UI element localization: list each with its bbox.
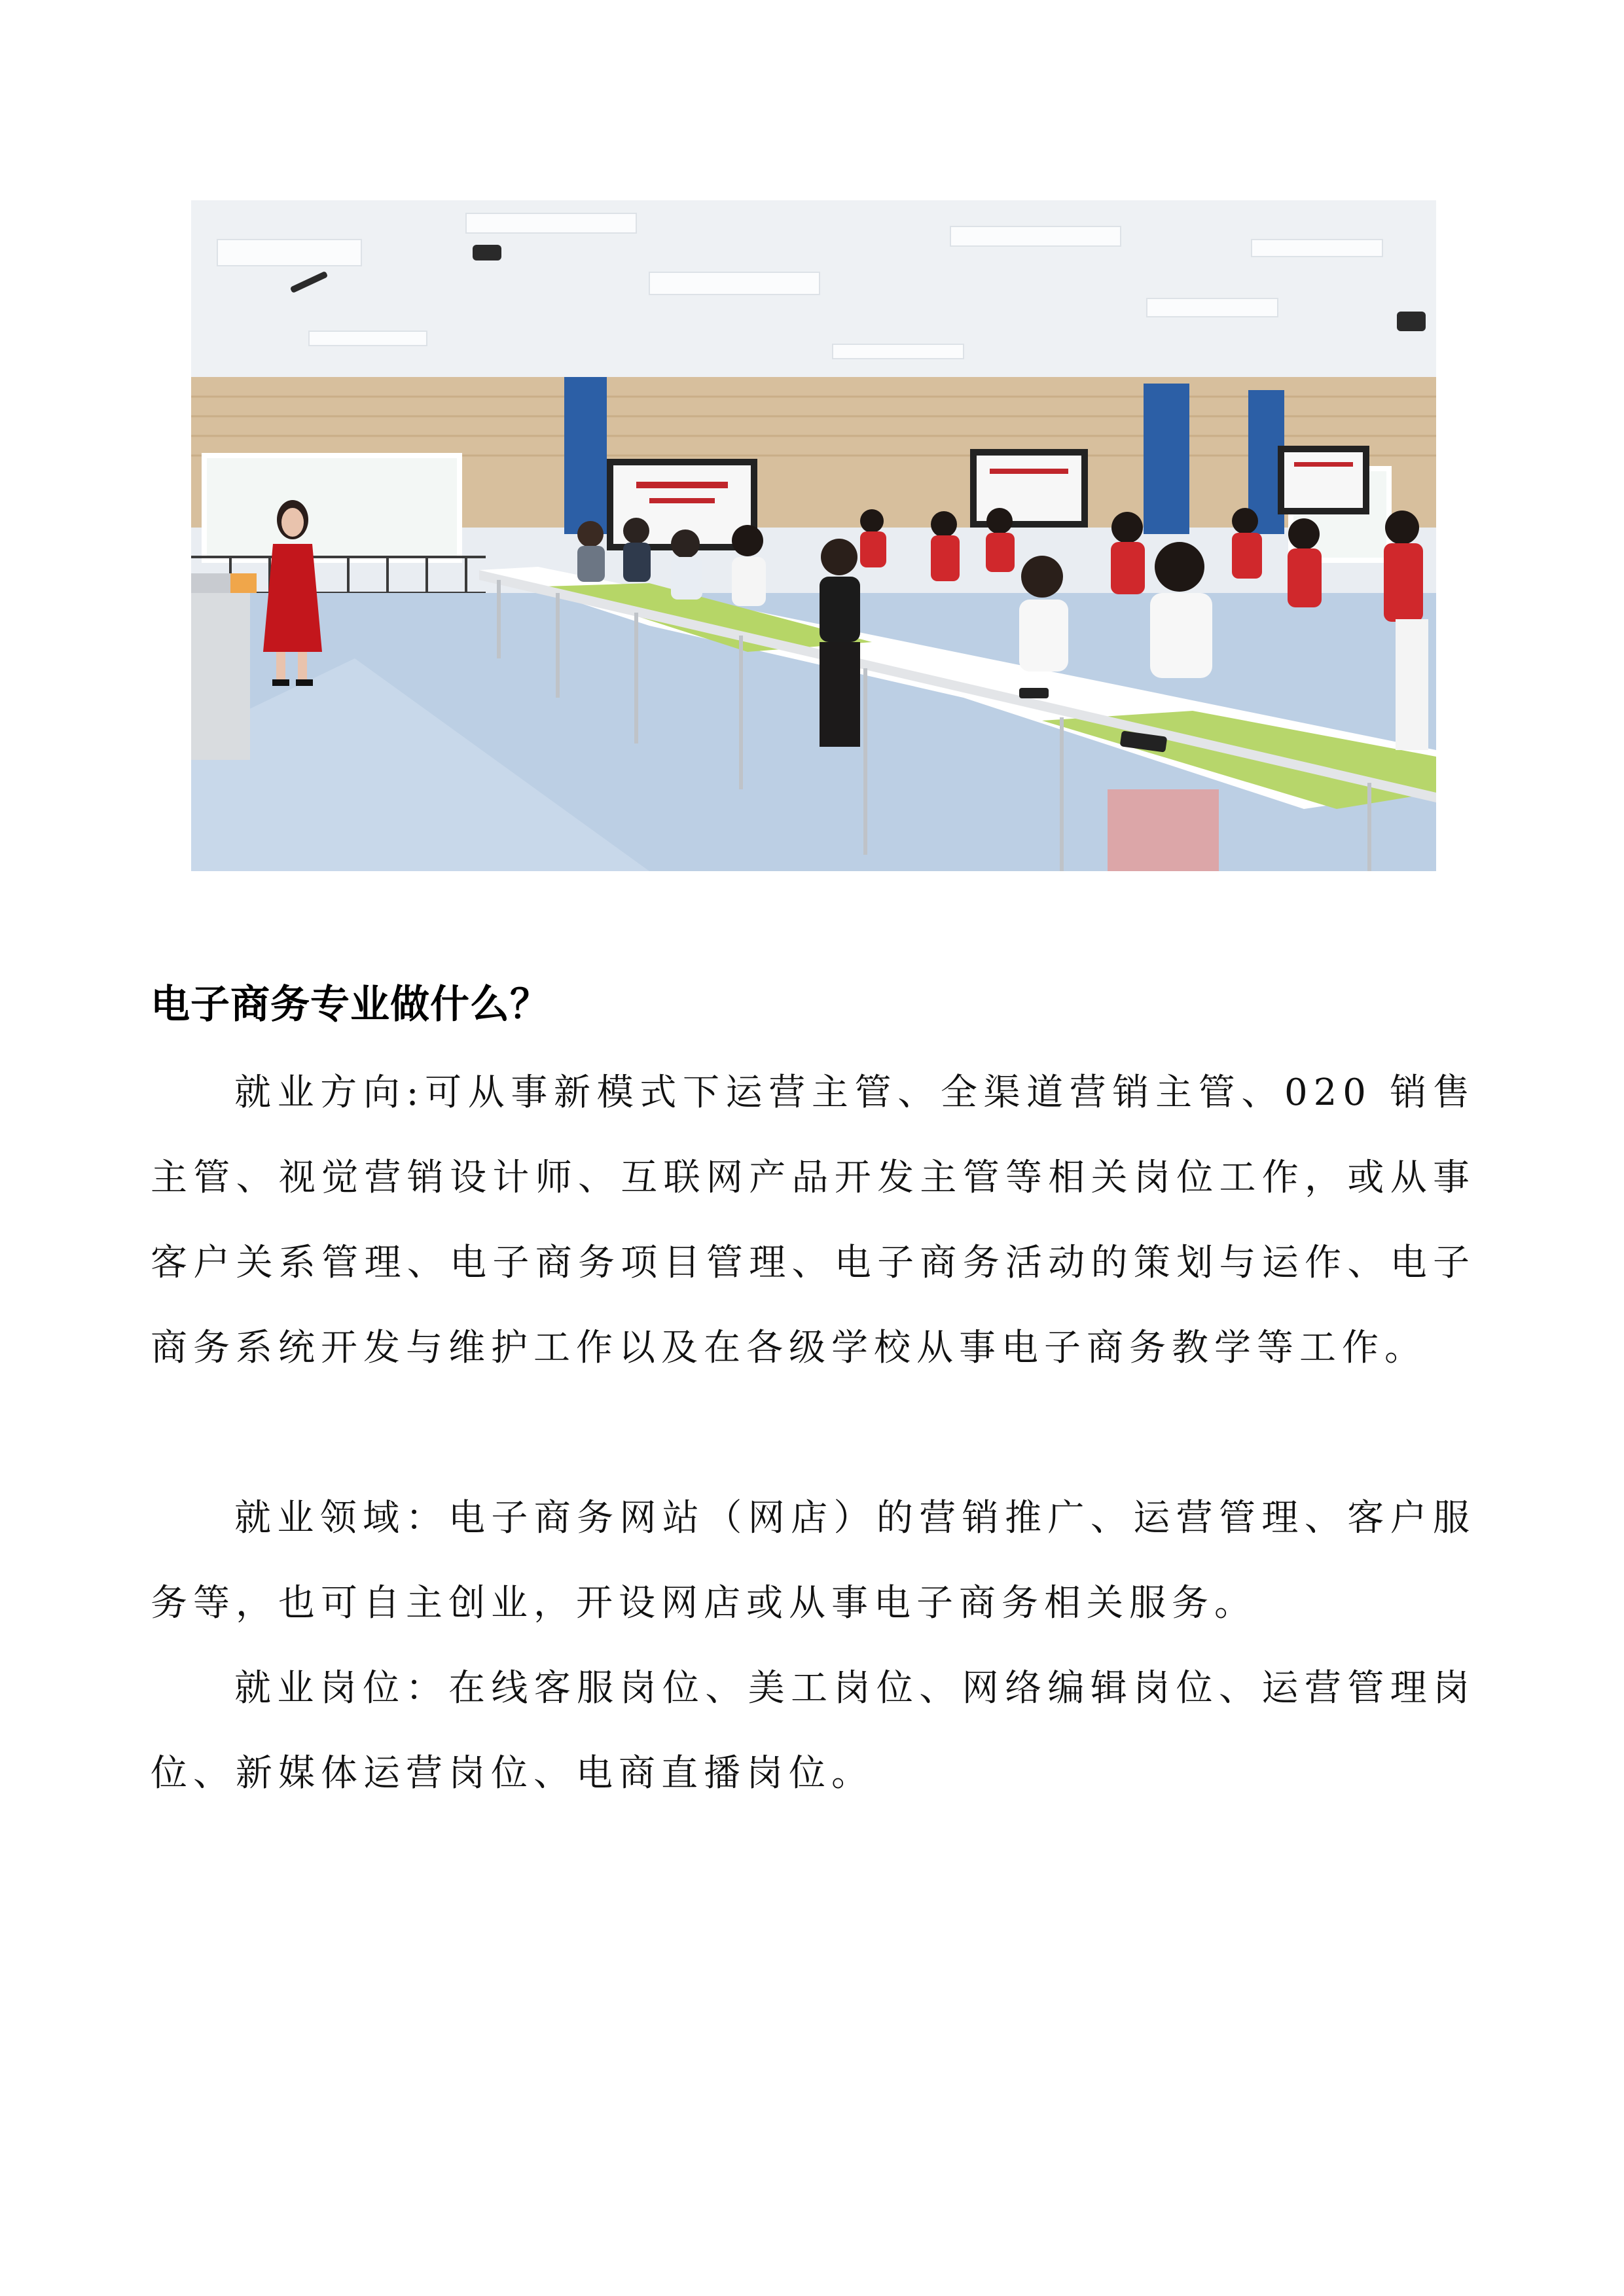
paragraph-employment-positions: 就业岗位：在线客服岗位、美工岗位、网络编辑岗位、运营管理岗位、新媒体运营岗位、电商直播岗位。 xyxy=(151,1667,1475,1795)
paragraph-employment-direction: 就业方向:可从事新模式下运营主管、全渠道营销主管、020 销售主管、视觉营销设计师、互联网产品开发主管等相关岗位工作，或从事客户关系管理、电子商务项目管理、电子商务活动的策划与运作、电子商务系统开发与维护工作以及在各级学校从事电子商务教学等工作。 xyxy=(151,1071,1475,1369)
podium xyxy=(191,573,257,760)
classroom-photo-illustration xyxy=(191,200,1436,871)
paragraph-employment-field: 就业领域：电子商务网站（网店）的营销推广、运营管理、客户服务等，也可自主创业，开设网店或从事电子商务相关服务。 xyxy=(151,1497,1475,1624)
section-heading: 电子商务专业做什么？ xyxy=(151,982,550,1028)
classroom-photo xyxy=(191,200,1436,871)
